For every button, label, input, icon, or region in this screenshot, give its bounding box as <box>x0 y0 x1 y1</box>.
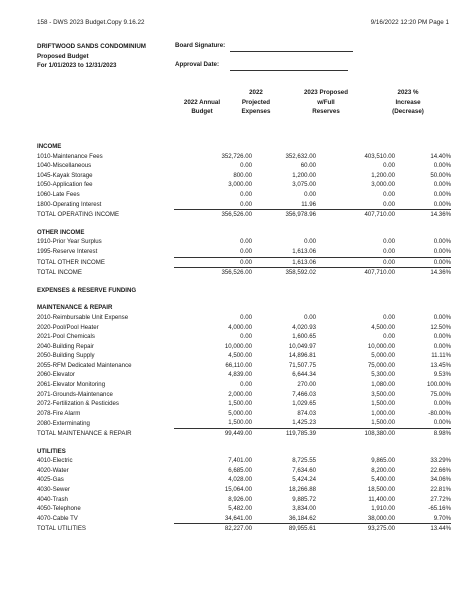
annual-budget-cell: 15,064.00 <box>224 486 252 493</box>
percent-change-cell: 0.00% <box>433 238 451 246</box>
line-item-row <box>37 161 451 171</box>
annual-budget-cell: 99,449.00 <box>174 429 252 439</box>
account-label: 2060-Elevator <box>37 371 75 379</box>
line-item-row <box>37 171 451 181</box>
line-item-row <box>37 380 451 390</box>
percent-change-cell: 0.00% <box>433 342 451 350</box>
projected-expense-cell: 874.03 <box>297 409 316 417</box>
account-label: TOTAL OPERATING INCOME <box>37 210 120 218</box>
account-label: 1910-Prior Year Surplus <box>37 238 102 246</box>
proposed-reserve-cell: 5,300.00 <box>371 371 395 379</box>
account-label: 2040-Building Repair <box>37 342 94 350</box>
percent-change-cell: 33.29% <box>430 457 451 465</box>
projected-expense-cell: 3,834.00 <box>292 505 316 513</box>
account-label: 2055-RFM Dedicated Maintenance <box>37 361 132 369</box>
budget-table-body <box>37 142 451 534</box>
annual-budget-cell: 0.00 <box>240 381 252 389</box>
percent-change-cell: 0.00% <box>395 257 451 268</box>
line-item-row <box>37 390 451 400</box>
line-item-row <box>37 323 451 333</box>
proposed-reserve-cell: 1,080.00 <box>371 381 395 389</box>
annual-budget-cell: 0.00 <box>174 257 252 268</box>
annual-budget-cell: 10,000.00 <box>224 342 252 350</box>
annual-budget-cell: 8,926.00 <box>228 495 252 503</box>
projected-expense-cell: 8,725.55 <box>292 457 316 465</box>
spacer-cell <box>37 439 451 447</box>
annual-budget-cell: 34,641.00 <box>224 514 252 522</box>
percent-change-cell: -80.00% <box>428 409 451 417</box>
annual-budget-cell: 3,000.00 <box>228 181 252 189</box>
annual-budget-cell: 1,500.00 <box>228 419 252 427</box>
projected-expense-cell: 6,644.34 <box>292 371 316 379</box>
proposed-reserve-cell: 9,865.00 <box>371 457 395 465</box>
proposed-reserve-cell: 0.00 <box>383 238 395 246</box>
percent-change-cell: 34.06% <box>430 476 451 484</box>
percent-change-cell: 75.00% <box>430 390 451 398</box>
total-row <box>37 429 451 439</box>
proposed-reserve-cell: 18,500.00 <box>367 486 395 493</box>
annual-budget-cell: 0.00 <box>240 190 252 198</box>
account-label: 4070-Cable TV <box>37 515 78 523</box>
projected-expense-cell: 1,613.06 <box>252 257 316 268</box>
projected-expense-cell: 7,466.03 <box>292 390 316 398</box>
account-label: 2080-Exterminating <box>37 419 90 427</box>
annual-budget-cell: 0.00 <box>240 313 252 321</box>
projected-expense-cell: 352,632.00 <box>285 152 316 160</box>
annual-budget-cell: 6,685.00 <box>228 466 252 474</box>
annual-budget-cell: 356,526.00 <box>174 210 252 220</box>
percent-change-cell: 22.81% <box>430 486 451 493</box>
account-label: 4010-Electric <box>37 457 73 465</box>
section-heading: UTILITIES <box>37 447 66 455</box>
projected-expense-cell: 36,184.62 <box>288 514 316 522</box>
line-item-row <box>37 475 451 485</box>
proposed-reserve-cell: 11,400.00 <box>368 495 395 503</box>
account-label: TOTAL MAINTENANCE & REPAIR <box>37 429 132 437</box>
projected-expense-cell: 11.96 <box>301 200 316 208</box>
proposed-reserve-cell: 0.00 <box>383 162 395 170</box>
annual-budget-cell: 800.00 <box>233 171 252 179</box>
percent-change-cell: 0.00% <box>433 247 451 255</box>
percent-change-cell <box>395 303 451 313</box>
percent-change-cell: 0.00% <box>433 313 451 321</box>
proposed-reserve-cell: 0.00 <box>316 257 395 268</box>
proposed-reserve-cell: 0.00 <box>383 313 395 321</box>
percent-change-cell: 22.66% <box>430 466 451 474</box>
projected-expense-cell: 10,049.97 <box>288 342 316 350</box>
account-label: 1995-Reserve Interest <box>37 248 98 256</box>
line-item-row <box>37 495 451 505</box>
account-label: TOTAL OTHER INCOME <box>37 258 105 266</box>
proposed-reserve-cell: 1,000.00 <box>371 409 395 417</box>
account-label: 4030-Sewer <box>37 486 70 493</box>
line-item-row <box>37 351 451 361</box>
total-row <box>37 210 451 220</box>
proposed-reserve-cell: 0.00 <box>383 247 395 255</box>
section-heading-row <box>37 286 451 296</box>
projected-expense-cell: 1,600.65 <box>292 333 316 341</box>
account-label: 2021-Pool Chemicals <box>37 333 95 341</box>
projected-expense-cell: 60.00 <box>300 162 316 170</box>
proposed-reserve-cell <box>316 228 395 238</box>
account-label: 4040-Trash <box>37 495 68 503</box>
projected-expense-cell: 14,896.81 <box>288 352 316 360</box>
percent-change-cell: 0.00% <box>433 400 451 408</box>
line-item-row <box>37 466 451 476</box>
document-filename: 158 - DWS 2023 Budget.Copy 9.16.22 <box>37 19 145 26</box>
line-item-row <box>37 504 451 514</box>
proposed-reserve-cell <box>316 447 395 457</box>
account-label: 1010-Maintenance Fees <box>37 152 103 160</box>
proposed-reserve-cell: 1,500.00 <box>371 419 395 427</box>
proposed-reserve-cell: 3,000.00 <box>371 181 395 189</box>
projected-expense-cell: 0.00 <box>304 190 316 198</box>
percent-change-cell: 0.00% <box>433 162 451 170</box>
projected-expense-cell: 71,507.75 <box>288 361 316 369</box>
annual-budget-cell: 82,227.00 <box>174 524 252 534</box>
percent-change-cell: 0.00% <box>433 190 451 198</box>
projected-expense-cell: 5,424.24 <box>292 476 316 484</box>
approval-date-line <box>230 70 348 71</box>
annual-budget-cell: 0.00 <box>240 238 252 246</box>
column-header-projected-expenses: 2022 Projected Expenses <box>241 89 271 116</box>
percent-change-cell: 27.72% <box>430 495 451 503</box>
account-label: 1800-Operating Interest <box>37 200 102 208</box>
proposed-reserve-cell: 1,200.00 <box>371 171 395 179</box>
print-datetime: 9/16/2022 12:20 PM Page 1 <box>370 19 449 26</box>
line-item-row <box>37 418 451 428</box>
proposed-reserve-cell: 75,000.00 <box>367 361 395 369</box>
document-title <box>37 42 146 71</box>
account-label: 4050-Telephone <box>37 505 81 513</box>
spacer-cell <box>37 220 451 228</box>
section-heading-row <box>37 303 451 313</box>
spacer-row <box>37 278 451 286</box>
account-label: TOTAL INCOME <box>37 268 82 276</box>
budget-table <box>37 142 451 534</box>
column-header-annual-budget: 2022 Annual Budget <box>183 98 221 116</box>
proposed-reserve-cell: 407,710.00 <box>316 268 395 278</box>
percent-change-cell: 14.36% <box>395 210 451 220</box>
annual-budget-cell: 5,000.00 <box>228 409 252 417</box>
percent-change-cell: 11.11% <box>431 352 451 360</box>
projected-expense-cell: 0.00 <box>304 238 316 246</box>
proposed-reserve-cell <box>316 286 395 296</box>
proposed-reserve-cell: 0.00 <box>383 333 395 341</box>
percent-change-cell: 9.70% <box>433 514 451 522</box>
column-header-percent-change: 2023 % Increase (Decrease) <box>392 89 424 116</box>
proposed-reserve-cell: 108,380.00 <box>316 429 395 439</box>
percent-change-cell: 0.00% <box>433 419 451 427</box>
board-signature-label: Board Signature: <box>175 42 226 49</box>
annual-budget-cell: 2,000.00 <box>228 390 252 398</box>
projected-expense-cell: 0.00 <box>304 313 316 321</box>
line-item-row <box>37 485 451 495</box>
percent-change-cell: 12.50% <box>430 323 451 331</box>
proposed-reserve-cell: 93,275.00 <box>316 524 395 534</box>
annual-budget-cell <box>174 286 252 296</box>
annual-budget-cell: 7,401.00 <box>228 457 252 465</box>
approval-date-label: Approval Date: <box>175 61 220 68</box>
section-heading: OTHER INCOME <box>37 228 85 236</box>
projected-expense-cell: 1,029.65 <box>292 400 316 408</box>
projected-expense-cell: 358,592.02 <box>252 268 316 278</box>
account-label: TOTAL UTILITIES <box>37 525 86 533</box>
projected-expense-cell: 9,885.72 <box>292 495 316 503</box>
line-item-row <box>37 409 451 419</box>
account-label: 4025-Gas <box>37 476 64 484</box>
percent-change-cell: 50.00% <box>430 171 451 179</box>
percent-change-cell <box>395 228 451 238</box>
annual-budget-cell: 1,500.00 <box>228 400 252 408</box>
total-row <box>37 268 451 278</box>
projected-expense-cell: 1,613.06 <box>292 247 316 255</box>
section-heading: INCOME <box>37 143 62 150</box>
projected-expense-cell: 1,200.00 <box>292 171 316 179</box>
association-name: DRIFTWOOD SANDS CONDOMINIUM <box>37 43 146 50</box>
annual-budget-cell: 4,000.00 <box>228 323 252 331</box>
proposed-reserve-cell: 5,000.00 <box>371 352 395 360</box>
line-item-row <box>37 152 451 162</box>
proposed-reserve-cell: 0.00 <box>383 190 395 198</box>
proposed-reserve-cell <box>316 142 395 152</box>
proposed-reserve-cell: 38,000.00 <box>367 514 395 522</box>
projected-expense-cell: 1,425.23 <box>292 419 316 427</box>
percent-change-cell: 9.53% <box>433 371 451 379</box>
account-label: 4020-Water <box>37 466 69 474</box>
percent-change-cell: 8.98% <box>395 429 451 439</box>
projected-expense-cell: 18,266.88 <box>288 486 316 493</box>
projected-expense-cell <box>252 286 316 296</box>
column-header-proposed-reserves: 2023 Proposed w/Full Reserves <box>303 89 349 116</box>
account-label: 2078-Fire Alarm <box>37 409 81 417</box>
projected-expense-cell: 4,020.93 <box>292 323 316 331</box>
proposed-reserve-cell <box>316 303 395 313</box>
line-item-row <box>37 313 451 323</box>
account-label: 2010-Reimbursable Unit Expense <box>37 313 129 321</box>
account-label: 1060-Late Fees <box>37 190 80 198</box>
projected-expense-cell: 119,785.39 <box>252 429 316 439</box>
projected-expense-cell: 3,075.00 <box>292 181 316 189</box>
annual-budget-cell: 0.00 <box>240 162 252 170</box>
spacer-cell <box>37 295 451 303</box>
budget-subtitle: Proposed Budget <box>37 52 89 60</box>
projected-expense-cell: 7,634.60 <box>292 466 316 474</box>
projected-expense-cell: 356,978.96 <box>252 210 316 220</box>
line-item-row <box>37 456 451 466</box>
projected-expense-cell <box>252 228 316 238</box>
line-item-row <box>37 342 451 352</box>
annual-budget-cell <box>174 228 252 238</box>
percent-change-cell: 0.00% <box>433 200 451 208</box>
line-item-row <box>37 200 451 210</box>
projected-expense-cell <box>252 142 316 152</box>
total-row <box>37 257 451 268</box>
proposed-reserve-cell: 10,000.00 <box>367 342 395 350</box>
spacer-row <box>37 295 451 303</box>
section-heading-row <box>37 228 451 238</box>
percent-change-cell <box>395 142 451 152</box>
annual-budget-cell <box>174 142 252 152</box>
board-signature-line <box>230 51 353 52</box>
percent-change-cell: 13.45% <box>430 361 451 369</box>
section-heading: MAINTENANCE & REPAIR <box>37 304 113 312</box>
projected-expense-cell: 270.00 <box>297 381 316 389</box>
percent-change-cell: 14.36% <box>395 268 451 278</box>
line-item-row <box>37 361 451 371</box>
annual-budget-cell: 0.00 <box>240 333 252 341</box>
line-item-row <box>37 237 451 247</box>
annual-budget-cell: 352,726.00 <box>221 152 252 160</box>
annual-budget-cell: 66,110.00 <box>225 361 252 369</box>
section-heading-row <box>37 142 451 152</box>
proposed-reserve-cell: 5,400.00 <box>371 476 395 484</box>
projected-expense-cell <box>252 303 316 313</box>
budget-period: For 1/01/2023 to 12/31/2023 <box>37 62 117 70</box>
percent-change-cell: 14.40% <box>430 152 451 160</box>
section-heading: EXPENSES & RESERVE FUNDING <box>37 286 137 294</box>
account-label: 2061-Elevator Monitoring <box>37 381 106 389</box>
line-item-row <box>37 370 451 380</box>
line-item-row <box>37 399 451 409</box>
line-item-row <box>37 514 451 524</box>
percent-change-cell: -65.16% <box>428 505 451 513</box>
proposed-reserve-cell: 1,500.00 <box>371 400 395 408</box>
spacer-row <box>37 220 451 228</box>
proposed-reserve-cell: 403,510.00 <box>364 152 395 160</box>
account-label: 2071-Grounds-Maintenance <box>37 390 113 398</box>
annual-budget-cell <box>174 303 252 313</box>
annual-budget-cell: 0.00 <box>240 247 252 255</box>
percent-change-cell: 0.00% <box>433 333 451 341</box>
account-label: 1050-Application fee <box>37 181 93 189</box>
annual-budget-cell: 5,482.00 <box>228 505 252 513</box>
proposed-reserve-cell: 3,500.00 <box>371 390 395 398</box>
percent-change-cell: 0.00% <box>433 181 451 189</box>
section-heading-row <box>37 447 451 457</box>
annual-budget-cell: 0.00 <box>240 200 252 208</box>
percent-change-cell: 100.00% <box>426 381 451 389</box>
line-item-row <box>37 190 451 200</box>
total-row <box>37 524 451 534</box>
projected-expense-cell: 89,955.61 <box>252 524 316 534</box>
line-item-row <box>37 247 451 257</box>
percent-change-cell <box>395 286 451 296</box>
account-label: 1040-Miscellaneous <box>37 162 92 170</box>
proposed-reserve-cell: 1,910.00 <box>371 505 395 513</box>
line-item-row <box>37 332 451 342</box>
account-label: 2072-Fertilization & Pesticides <box>37 400 119 408</box>
proposed-reserve-cell: 407,710.00 <box>316 210 395 220</box>
percent-change-cell: 13.44% <box>395 524 451 534</box>
projected-expense-cell <box>252 447 316 457</box>
line-item-row <box>37 180 451 190</box>
proposed-reserve-cell: 0.00 <box>383 200 395 208</box>
spacer-cell <box>37 278 451 286</box>
account-label: 2050-Building Supply <box>37 352 95 360</box>
annual-budget-cell: 4,839.00 <box>228 371 252 379</box>
annual-budget-cell: 356,526.00 <box>174 268 252 278</box>
account-label: 1045-Kayak Storage <box>37 171 93 179</box>
proposed-reserve-cell: 4,500.00 <box>371 323 395 331</box>
proposed-reserve-cell: 8,200.00 <box>371 466 395 474</box>
account-label: 2020-Pool/Pool Heater <box>37 323 99 331</box>
annual-budget-cell: 4,500.00 <box>228 352 252 360</box>
spacer-row <box>37 439 451 447</box>
annual-budget-cell: 4,028.00 <box>228 476 252 484</box>
percent-change-cell <box>395 447 451 457</box>
annual-budget-cell <box>174 447 252 457</box>
